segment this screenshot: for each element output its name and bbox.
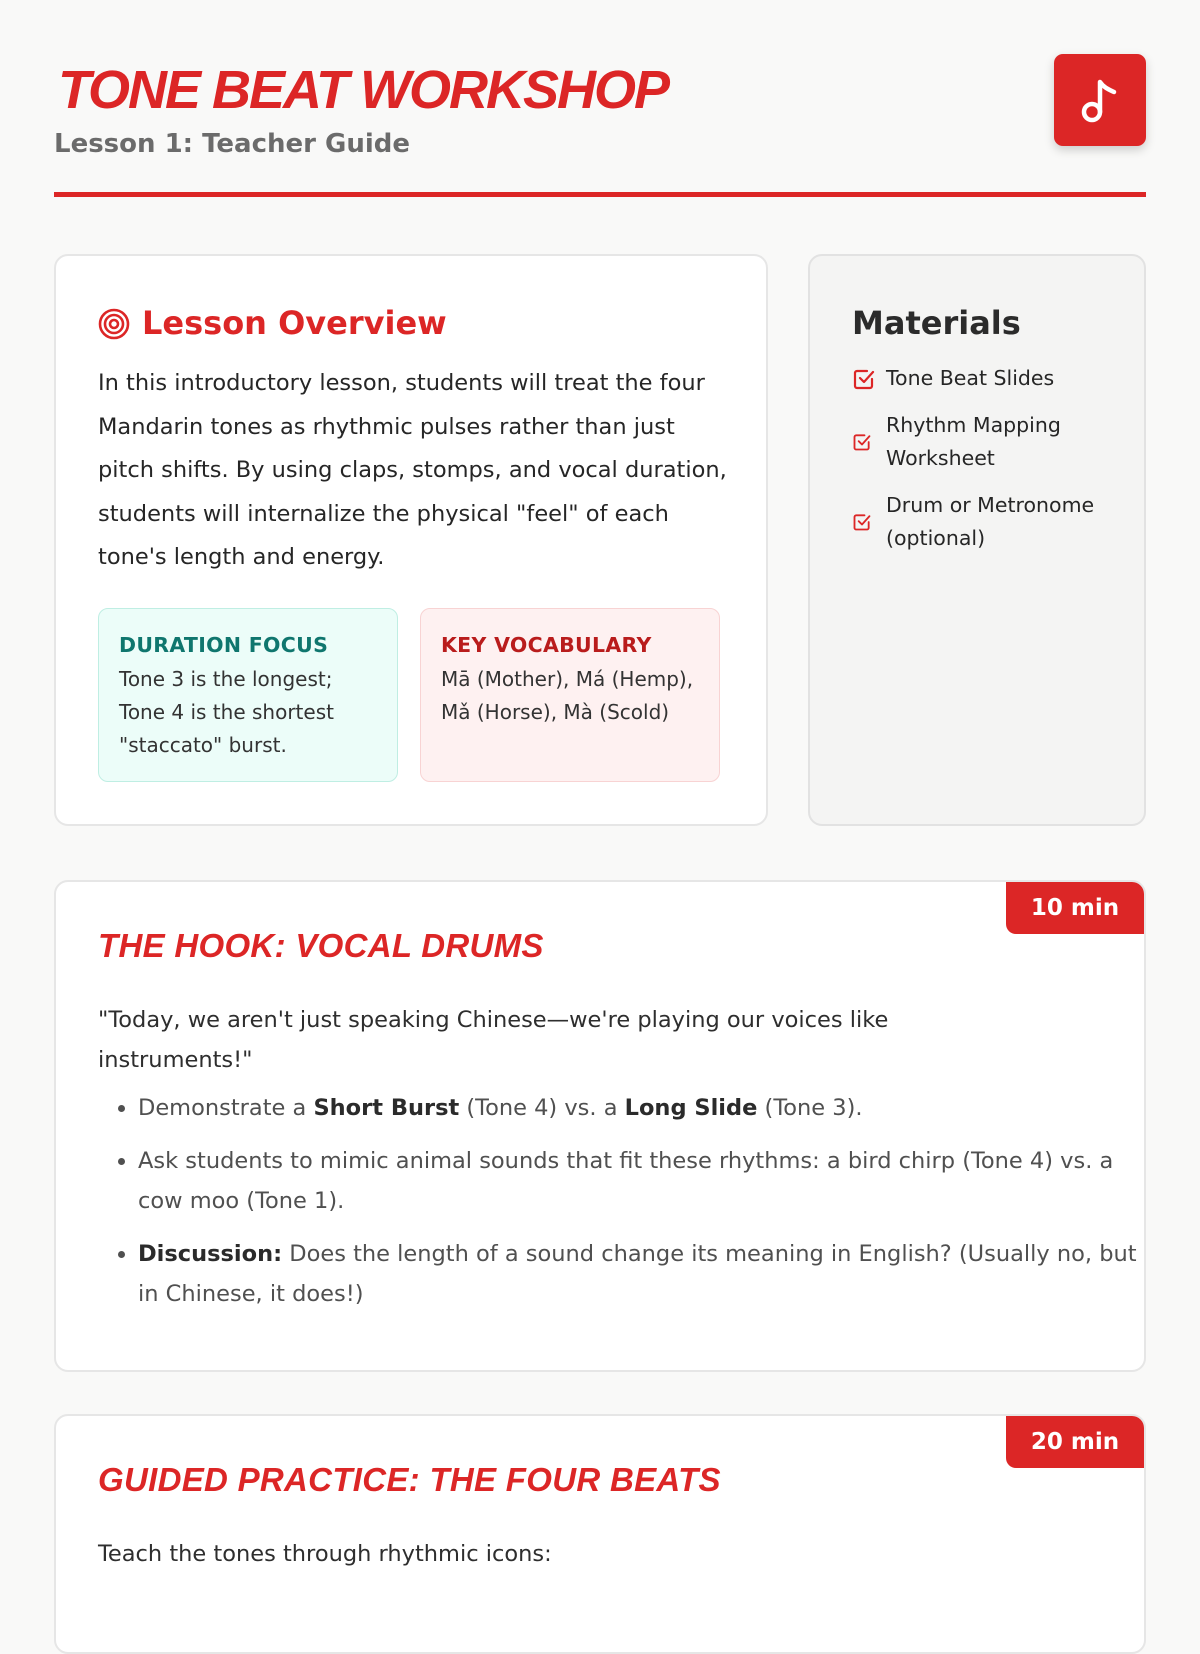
materials-item-label: Rhythm Mapping Worksheet: [886, 413, 1061, 470]
materials-panel: [808, 254, 1146, 826]
logo-badge: [1054, 54, 1146, 146]
page-subtitle: Lesson 1: Teacher Guide: [54, 129, 411, 159]
hook-activity-card: [54, 880, 1146, 1372]
materials-item-label: Drum or Metronome (optional): [886, 493, 1095, 550]
list-item: [138, 1141, 1148, 1221]
callout-title: KEY VOCABULARY: [441, 633, 652, 657]
duration-focus-callout: [98, 608, 398, 782]
time-badge: 10 min: [1006, 882, 1144, 934]
activity-title: THE HOOK: VOCAL DRUMS: [98, 927, 544, 964]
page-title: TONE BEAT WORKSHOP: [58, 60, 669, 120]
checkbox-checked-icon: [852, 367, 876, 391]
materials-list: [852, 362, 1122, 569]
step-text: Demonstrate a: [138, 1095, 314, 1121]
activity-title: GUIDED PRACTICE: THE FOUR BEATS: [98, 1461, 721, 1498]
lesson-overview-card: [54, 254, 768, 826]
overview-text: In this introductory lesson, students will treat the four Mandarin tones as rhythmic pulses rather than just pitch shifts. By using claps, stomps, and vocal duration, students will internalize the physical "feel" of each tone's length and energy.: [98, 370, 727, 570]
materials-item-label: Tone Beat Slides: [886, 366, 1055, 390]
header-divider: [54, 192, 1146, 197]
materials-item: [852, 489, 1122, 555]
time-badge: 20 min: [1006, 1416, 1144, 1468]
key-vocabulary-callout: [420, 608, 720, 782]
callout-text: Tone 3 is the longest; Tone 4 is the shortest "staccato" burst.: [119, 667, 334, 757]
step-emphasis: Discussion:: [138, 1241, 283, 1267]
header: [54, 52, 1146, 200]
checkbox-checked-icon: [852, 432, 872, 452]
callout-title: DURATION FOCUS: [119, 633, 329, 657]
target-icon: [98, 308, 130, 340]
list-item: [138, 1088, 1148, 1128]
step-text: Ask students to mimic animal sounds that fit these rhythms: a bird chirp (Tone 4) vs. a cow moo (Tone 1).: [138, 1148, 1114, 1214]
step-text: (Tone 4) vs. a: [459, 1095, 625, 1121]
teacher-quote: "Today, we aren't just speaking Chinese—we're playing our voices like instruments!": [98, 1007, 889, 1073]
step-emphasis: Short Burst: [313, 1095, 460, 1121]
materials-title: Materials: [852, 304, 1021, 342]
practice-intro: Teach the tones through rhythmic icons:: [98, 1541, 552, 1567]
music-note-icon: [1080, 76, 1120, 124]
callout-text: Mā (Mother), Má (Hemp), Mǎ (Horse), Mà (Scold): [441, 667, 694, 724]
materials-item: [852, 409, 1122, 475]
checkbox-checked-icon: [852, 512, 872, 532]
page: [54, 0, 1146, 1600]
list-item: [138, 1234, 1148, 1314]
step-emphasis: Long Slide: [624, 1095, 758, 1121]
guided-practice-card: [54, 1414, 1146, 1654]
overview-title: Lesson Overview: [142, 304, 447, 342]
step-text: (Tone 3).: [757, 1095, 863, 1121]
step-text: Does the length of a sound change its meaning in English? (Usually no, but in Chinese, it does!): [138, 1241, 1137, 1307]
materials-item: [852, 362, 1122, 395]
activity-steps: [98, 1088, 1148, 1327]
